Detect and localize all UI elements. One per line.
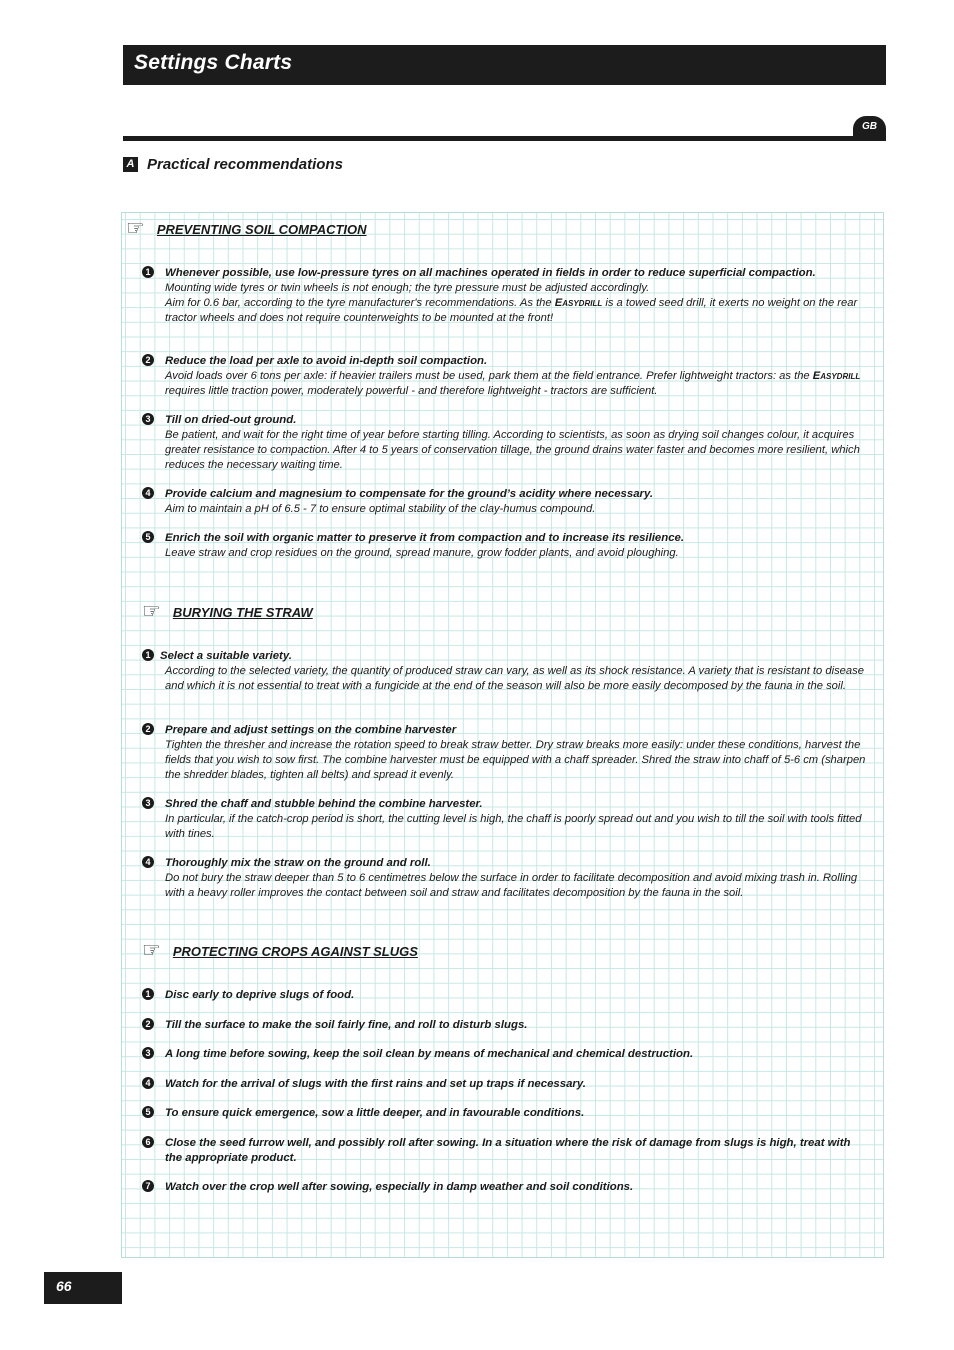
number-6-icon: 6 (142, 1136, 154, 1148)
number-4-icon: 4 (142, 856, 154, 868)
list-item (142, 266, 866, 326)
item-title: Whenever possible, use low-pressure tyres on all machines operated in fields in order to reduce superficial compaction. (165, 267, 816, 279)
page-number: 66 (56, 1278, 72, 1294)
item-title: Watch for the arrival of slugs with the first rains and set up traps if necessary. (165, 1078, 586, 1090)
header-rule (123, 136, 875, 141)
number-4-icon: 4 (142, 1077, 154, 1089)
block-title-burying-straw (142, 602, 313, 622)
list-item (142, 856, 866, 901)
item-title: To ensure quick emergence, sow a little deeper, and in favourable conditions. (165, 1107, 585, 1119)
list-item (142, 487, 866, 517)
item-title: Till on dried-out ground. (165, 414, 297, 426)
item-text: Aim for 0.6 bar, according to the tyre manufacturer's recommendations. As the Easydrill is a towed seed drill, it exerts no weight on the rear tractor wheels and does not require counterweights to be mounted at the front! (165, 297, 858, 324)
item-text: Aim to maintain a pH of 6.5 - 7 to ensure optimal stability of the clay-humus compound. (165, 503, 596, 515)
list-item (142, 531, 866, 561)
list-item (142, 1180, 866, 1195)
page-number-badge (44, 1272, 122, 1304)
item-title: Prepare and adjust settings on the combine harvester (165, 724, 457, 736)
list-item (142, 1047, 866, 1062)
item-title: Provide calcium and magnesium to compensate for the ground’s acidity where necessary. (165, 488, 654, 500)
list-item (142, 723, 866, 783)
number-2-icon: 2 (142, 354, 154, 366)
number-1-icon: 1 (142, 266, 154, 278)
pointing-hand-icon: ☞ (142, 600, 161, 623)
list-item (142, 413, 866, 473)
brand-name: Easydrill (554, 297, 603, 309)
number-5-icon: 5 (142, 1106, 154, 1118)
number-3-icon: 3 (142, 797, 154, 809)
section-letter-badge: A (123, 157, 138, 172)
item-title: Enrich the soil with organic matter to preserve it from compaction and to increase its resilience. (165, 532, 685, 544)
list-item (142, 988, 866, 1003)
number-1-icon: 1 (142, 988, 154, 1000)
brand-name: Easydrill (812, 370, 861, 382)
item-title: A long time before sowing, keep the soil clean by means of mechanical and chemical destruction. (165, 1048, 694, 1060)
item-title: Thoroughly mix the straw on the ground and roll. (165, 857, 431, 869)
block-title-soil-compaction (126, 219, 367, 239)
list-item (142, 354, 866, 399)
list-item (142, 1106, 866, 1121)
number-1-icon: 1 (142, 649, 154, 661)
item-text: Leave straw and crop residues on the ground, spread manure, grow fodder plants, and avoid ploughing. (165, 547, 679, 559)
number-3-icon: 3 (142, 1047, 154, 1059)
number-7-icon: 7 (142, 1180, 154, 1192)
item-text: In particular, if the catch-crop period is short, the cutting level is high, the chaff is poorly spread out and you wish to till the soil with tools fitted with tines. (165, 813, 862, 840)
item-title: Till the surface to make the soil fairly fine, and roll to disturb slugs. (165, 1019, 528, 1031)
page-title: Settings Charts (134, 51, 293, 74)
list-item (142, 1077, 866, 1092)
section-heading (123, 154, 343, 174)
item-title: Shred the chaff and stubble behind the combine harvester. (165, 798, 483, 810)
item-title: Close the seed furrow well, and possibly roll after sowing. In a situation where the risk of damage from slugs is high, treat with the appropriate product. (165, 1137, 851, 1164)
item-text: Do not bury the straw deeper than 5 to 6 centimetres below the surface in order to facilitate decomposition and avoid mixing trash in. Rolling with a heavy roller improves the contact between soil and straw and facilitates decomposition by the fauna in the soil. (165, 872, 858, 899)
language-tab (853, 116, 886, 141)
item-title: Reduce the load per axle to avoid in-depth soil compaction. (165, 355, 488, 367)
header-bar (123, 45, 886, 85)
number-2-icon: 2 (142, 1018, 154, 1030)
item-text: According to the selected variety, the quantity of produced straw can vary, as well as its shock resistance. A variety that is resistant to disease and which it is not essential to treat with a fungicide at the end of the season will also be more easily decomposed by the fauna in the soil. (165, 665, 864, 692)
block-heading: PROTECTING CROPS AGAINST SLUGS (172, 943, 418, 959)
item-title: Disc early to deprive slugs of food. (165, 989, 355, 1001)
number-5-icon: 5 (142, 531, 154, 543)
number-2-icon: 2 (142, 723, 154, 735)
section-title: Practical recommendations (147, 155, 343, 173)
number-4-icon: 4 (142, 487, 154, 499)
list-item (142, 1018, 866, 1033)
item-text: Mounting wide tyres or twin wheels is not enough; the tyre pressure must be adjusted accordingly. (165, 282, 650, 294)
block-heading: BURYING THE STRAW (172, 604, 313, 620)
list-item (142, 797, 866, 842)
number-3-icon: 3 (142, 413, 154, 425)
block-heading: PREVENTING SOIL COMPACTION (156, 221, 367, 237)
item-title: Select a suitable variety. (160, 650, 292, 662)
pointing-hand-icon: ☞ (142, 939, 161, 962)
item-text: Be patient, and wait for the right time of year before starting tilling. According to scientists, as soon as drying soil changes colour, it acquires greater resistance to compaction. After 4 to 5 years of conservation tillage, the ground drains water faster and becomes more resilient, which reduces the necessary waiting time. (165, 429, 860, 471)
block-title-slugs (142, 941, 418, 961)
language-label: GB (862, 121, 877, 132)
item-text: Avoid loads over 6 tons per axle: if heavier trailers must be used, park them at the field entrance. Prefer lightweight tractors: as the Easydrill requires little traction power, moderately powerful - and therefore lightweight - tractors are sufficient. (165, 370, 861, 397)
list-item (142, 1136, 866, 1166)
list-item (142, 649, 866, 694)
pointing-hand-icon: ☞ (126, 217, 145, 240)
item-title: Watch over the crop well after sowing, especially in damp weather and soil conditions. (165, 1181, 634, 1193)
item-text: Tighten the thresher and increase the rotation speed to break straw better. Dry straw breaks more easily: under these conditions, harvest the fields that you wish to sow first. The combine harvester must be equipped with a chaff spreader. Shred the straw into chaff of 5-6 cm (sharpen the shredder blades, tighten all belts) and spread it evenly. (165, 739, 866, 781)
